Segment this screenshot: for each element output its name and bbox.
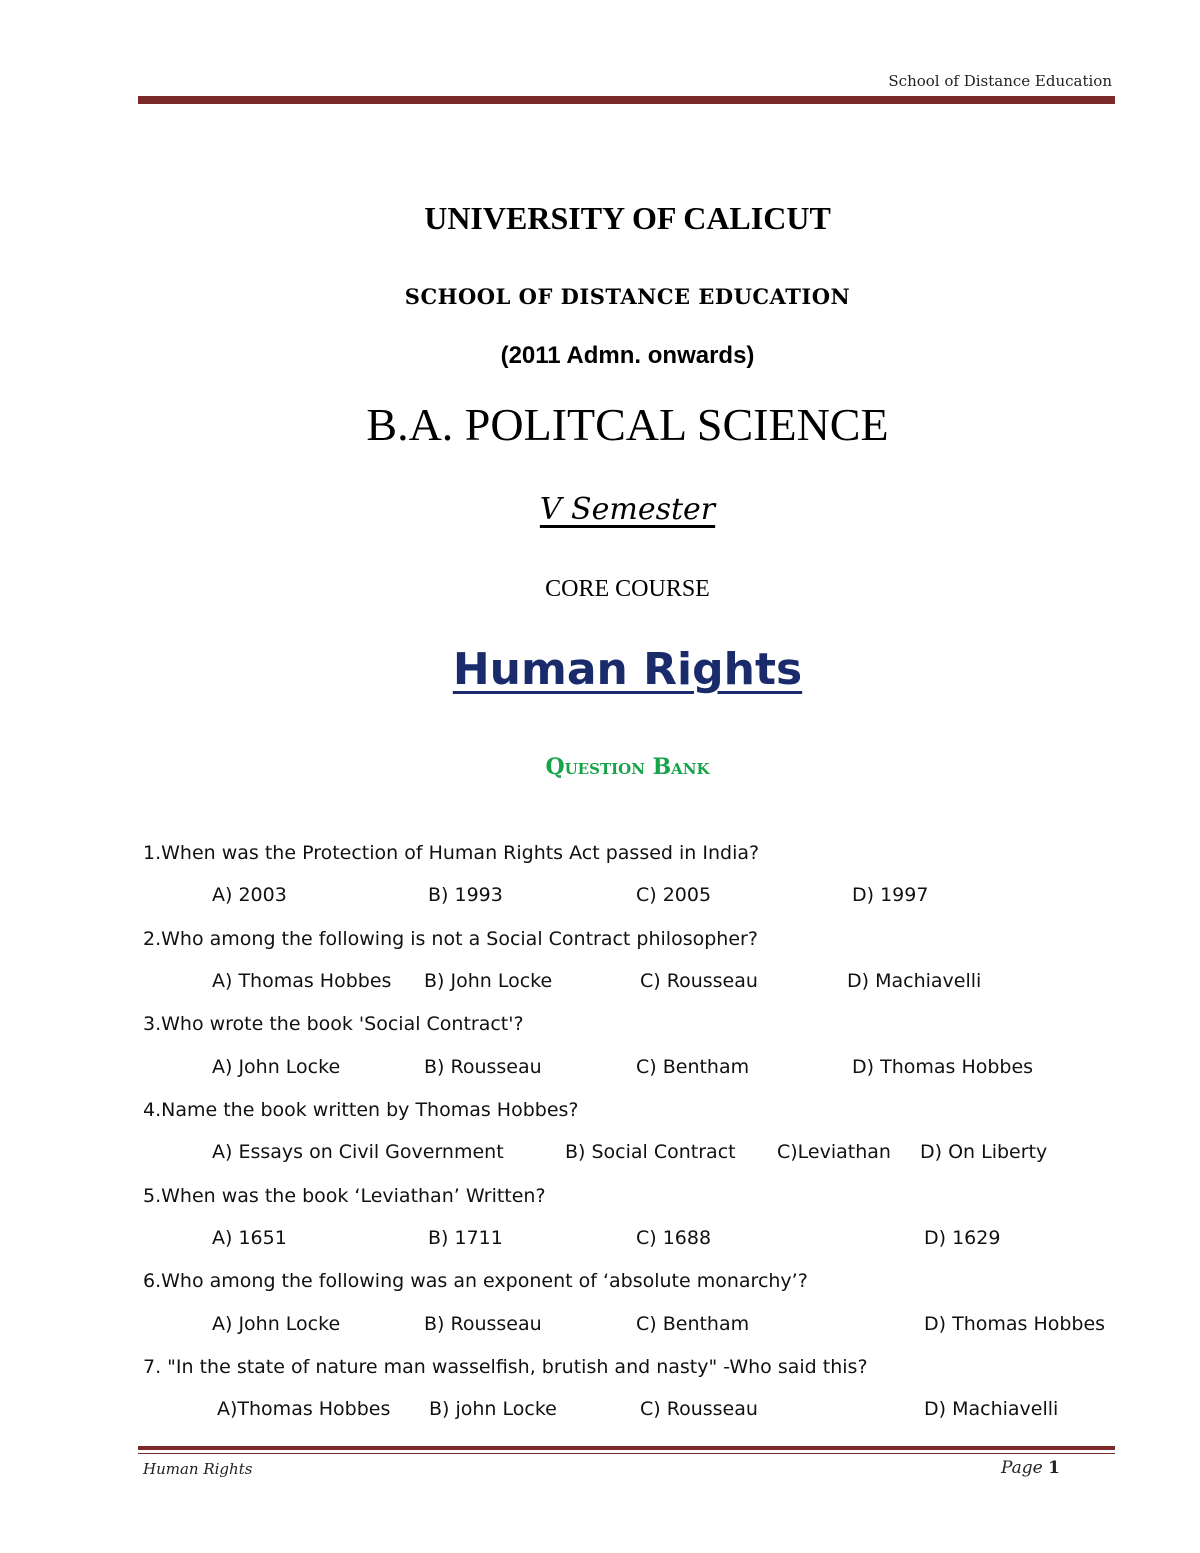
page-label: Page bbox=[1000, 1458, 1043, 1478]
footer-rule-thick bbox=[138, 1446, 1115, 1450]
header-rule bbox=[138, 96, 1115, 104]
option-7a: A)Thomas Hobbes bbox=[217, 1398, 391, 1420]
option-3a: A) John Locke bbox=[212, 1056, 341, 1078]
option-4d: D) On Liberty bbox=[920, 1141, 1048, 1163]
option-2c: C) Rousseau bbox=[640, 970, 758, 992]
option-3d: D) Thomas Hobbes bbox=[852, 1056, 1034, 1078]
option-1d: D) 1997 bbox=[852, 884, 929, 906]
option-4c: C)Leviathan bbox=[777, 1141, 891, 1163]
option-3c: C) Bentham bbox=[636, 1056, 750, 1078]
option-1b: B) 1993 bbox=[428, 884, 503, 906]
course-name-label: Human Rights bbox=[452, 644, 803, 695]
page-number bbox=[1001, 1458, 1060, 1478]
option-2b: B) John Locke bbox=[424, 970, 553, 992]
option-5c: C) 1688 bbox=[636, 1227, 712, 1249]
option-1c: C) 2005 bbox=[636, 884, 712, 906]
option-6d: D) Thomas Hobbes bbox=[924, 1313, 1106, 1335]
option-5d: D) 1629 bbox=[924, 1227, 1001, 1249]
question-2: 2.Who among the following is not a Social Contract philosopher? bbox=[143, 928, 758, 950]
running-header: School of Distance Education bbox=[888, 72, 1112, 90]
option-2d: D) Machiavelli bbox=[847, 970, 982, 992]
page-number-value: 1 bbox=[1048, 1458, 1060, 1478]
option-7d: D) Machiavelli bbox=[924, 1398, 1059, 1420]
option-5a: A) 1651 bbox=[212, 1227, 287, 1249]
option-1a: A) 2003 bbox=[212, 884, 287, 906]
footer-course-name: Human Rights bbox=[143, 1460, 253, 1478]
option-6c: C) Bentham bbox=[636, 1313, 750, 1335]
semester-title bbox=[0, 492, 1200, 527]
option-6b: B) Rousseau bbox=[424, 1313, 542, 1335]
question-6: 6.Who among the following was an exponent of ‘absolute monarchy’? bbox=[143, 1270, 808, 1292]
question-5: 5.When was the book ‘Leviathan’ Written? bbox=[143, 1185, 546, 1207]
question-3: 3.Who wrote the book 'Social Contract'? bbox=[143, 1013, 524, 1035]
question-bank-subtitle: Question Bank bbox=[545, 754, 710, 780]
option-2a: A) Thomas Hobbes bbox=[212, 970, 392, 992]
option-3b: B) Rousseau bbox=[424, 1056, 542, 1078]
course-type: CORE COURSE bbox=[545, 576, 710, 602]
option-4b: B) Social Contract bbox=[565, 1141, 736, 1163]
question-4: 4.Name the book written by Thomas Hobbes? bbox=[143, 1099, 579, 1121]
course-name bbox=[0, 644, 1200, 695]
programme-title: B.A. POLITCAL SCIENCE bbox=[366, 399, 889, 450]
question-1: 1.When was the Protection of Human Rights Act passed in India? bbox=[143, 842, 760, 864]
school-title: SCHOOL OF DISTANCE EDUCATION bbox=[404, 284, 851, 309]
option-5b: B) 1711 bbox=[428, 1227, 503, 1249]
admission-note: (2011 Admn. onwards) bbox=[500, 342, 755, 369]
option-4a: A) Essays on Civil Government bbox=[212, 1141, 504, 1163]
option-7b: B) john Locke bbox=[429, 1398, 557, 1420]
university-title: UNIVERSITY OF CALICUT bbox=[424, 200, 831, 236]
footer-rule-thin bbox=[138, 1453, 1115, 1454]
option-7c: C) Rousseau bbox=[640, 1398, 758, 1420]
option-6a: A) John Locke bbox=[212, 1313, 341, 1335]
semester-label: V Semester bbox=[539, 492, 716, 527]
question-7: 7. "In the state of nature man wasselfish, brutish and nasty" -Who said this? bbox=[143, 1356, 868, 1378]
